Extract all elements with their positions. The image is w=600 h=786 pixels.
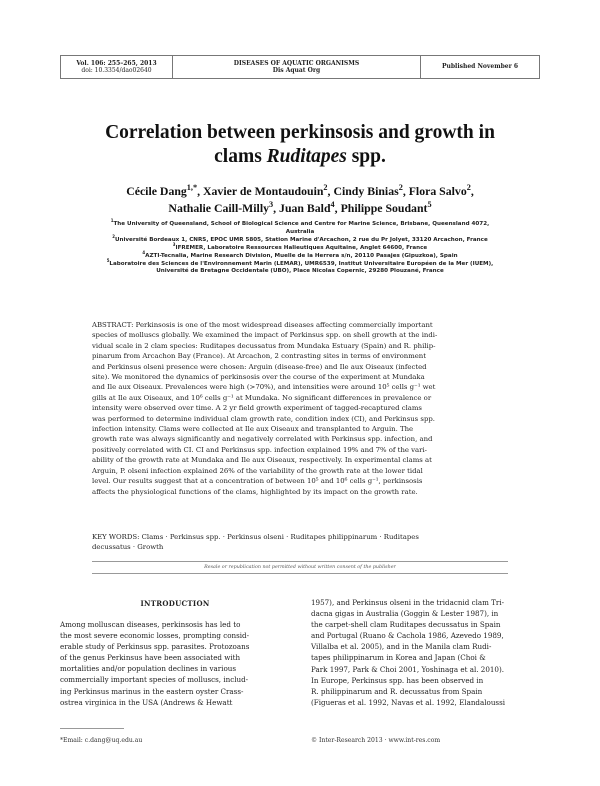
copyright: © Inter-Research 2013 · www.int-res.com (311, 737, 441, 744)
introduction-heading: INTRODUCTION (140, 599, 210, 608)
author-name: Nathalie Caill-Milly (168, 201, 270, 215)
body-text-line: In Europe, Perkinsus spp. has been observed in (311, 675, 484, 685)
author-affil-marker: 4 (330, 200, 335, 210)
abstract-line: Arguin, P. olseni infection explained 26% of the variability of the growth rate at the lower tidal (92, 466, 423, 475)
affiliation-line (60, 268, 540, 276)
published-box (420, 55, 540, 79)
body-text-line: commercially important species of molluscs, includ- (60, 675, 249, 685)
author-separator: , (273, 201, 280, 215)
abstract-line: level. Our results suggest that at a concentration of between 10⁵ and 10⁶ cells g⁻¹, perkinsosis (92, 477, 423, 486)
body-text-line: dacna gigas in Australia (Goggin & Lester 1987), in (311, 609, 499, 619)
abstract-line: ability of the growth rate at Mundaka and Ile aux Oiseaux, respectively. In experimental clams at (92, 456, 432, 465)
author-line-1 (60, 183, 540, 200)
author-list (60, 183, 540, 217)
author-name: Philippe Soudant (340, 201, 428, 215)
published-date: Published November 6 (441, 63, 519, 71)
author-separator: , (402, 184, 409, 198)
citation-doi: doi: 10.3354/dao02640 (81, 67, 152, 74)
rule-bottom (92, 573, 508, 574)
abstract-line: intensity were observed over time. A 2 yr field growth experiment of tagged-recaptured clams (92, 404, 422, 413)
abstract-line: gills at Ile aux Oiseaux, and 10⁶ cells g⁻¹ at Mundaka. No significant differences in prevalence or (92, 393, 432, 402)
republication-notice: Resale or republication not permitted without written consent of the publisher (204, 565, 396, 570)
author-name: Xavier de Montaudouin (203, 184, 324, 198)
abstract-line: and Perkinsus olseni presence were chosen: Arguin (disease-free) and Ile aux Oiseaux (infected (92, 362, 427, 371)
body-text-line: the carpet-shell clam Ruditapes decussatus in Spain (311, 620, 501, 630)
author-separator: , (327, 184, 334, 198)
body-text-line: of the genus Perkinsus have been associated with (60, 653, 241, 663)
body-text-line: and Portugal (Ruano & Cachola 1986, Azevedo 1989, (311, 631, 504, 641)
abstract-line: was performed to determine individual clam growth rate, condition index (CI), and Perkinsus spp. (92, 414, 435, 423)
body-text-line: erable study of Perkinsus spp. parasites. Protozoans (60, 642, 250, 652)
affiliation-line (60, 249, 540, 261)
article-title (60, 121, 540, 169)
body-text-line: ing Perkinsus marinus in the eastern oyster Crass- (60, 686, 244, 696)
abstract-line: affects the physiological functions of the clams, highlighted by its impact on the growth rate. (92, 487, 418, 496)
body-text-line: tapes philippinarum in Korea and Japan (Choi & (311, 653, 486, 663)
author-affil-marker: 3 (269, 200, 274, 210)
body-text-line: Park 1997, Park & Choi 2001, Yoshinaga et al. 2010). (311, 664, 505, 674)
affiliation-marker: 3 (172, 241, 176, 247)
author-affil-marker: 2 (323, 183, 328, 193)
title-line-1: Correlation between perkinsosis and growth in (105, 122, 495, 143)
author-name: Flora Salvo (408, 184, 467, 198)
affiliation-marker: 4 (142, 249, 146, 255)
title-italic-genus: Ruditapes (266, 146, 347, 167)
body-text-line: Among molluscan diseases, perkinsosis has led to (60, 620, 241, 629)
body-text-line: R. philippinarum and R. decussatus from Spain (311, 686, 483, 696)
abstract-line: growth rate was always significantly and negatively correlated with Perkinsus spp. infection, and (92, 435, 433, 444)
affiliation-text: Université de Bretagne Occidentale (UBO), Place Nicolas Copernic, 29280 Plouzané, France (156, 268, 444, 275)
body-text-line: Villalba et al. 2005), and in the Manila clam Rudi- (311, 642, 492, 652)
abstract-line: vidual scale in 2 clam species: Ruditapes decussatus from Mundaka Estuary (Spain) and R. philip- (92, 341, 436, 350)
affiliation-line (60, 233, 540, 245)
keywords (92, 532, 508, 553)
journal-box (172, 55, 421, 79)
author-separator: , (197, 184, 204, 198)
body-text-line: (Figueras et al. 1992, Navas et al. 1992, Elandaloussi (311, 697, 506, 707)
affiliation-text: The University of Queensland, School of Biological Science and Centre for Marine Science, Brisbane, Queensland 4072, (113, 221, 490, 227)
abstract (92, 320, 508, 497)
affiliation-line (60, 241, 540, 253)
body-text-line: 1957), and Perkinsus olseni in the tridacnid clam Tri- (311, 598, 505, 607)
author-name: Cécile Dang (126, 184, 187, 198)
author-separator: , (334, 201, 341, 215)
title-text: clams (214, 146, 267, 167)
affiliation-text: AZTI-Tecnalia, Marine Research Division, Muelle de la Herrera s/n, 20110 Pasajes (Gipuzkoa), Spain (145, 252, 458, 259)
author-affil-marker: 5 (427, 200, 432, 210)
affiliation-text: Laboratoire des Sciences de l'Environnement Marin (LEMAR), UMR6539, Institut Universitaire Européen de la Mer (IUEM), (109, 260, 494, 267)
title-line-2 (60, 145, 540, 169)
author-name: Cindy Binias (333, 184, 399, 198)
author-line-2 (60, 200, 540, 217)
rule-top (92, 561, 508, 562)
author-separator: , (470, 184, 474, 198)
affiliation-text: Université Bordeaux 1, CNRS, EPOC UMR 5805, Station Marine d'Arcachon, 2 rue du Pr Jolyet, 33120 Arcachon, France (114, 236, 488, 243)
title-text-end: spp. (346, 146, 386, 167)
affiliation-line (60, 229, 540, 237)
citation-box (60, 55, 173, 79)
right-column (311, 597, 543, 708)
affiliation-line (60, 218, 540, 229)
footnote-rule (60, 728, 124, 729)
affiliation-text: IFREMER, Laboratoire Ressources Halieutiques Aquitaine, Anglet 64600, France (175, 244, 428, 251)
abstract-line: pinarum from Arcachon Bay (France). At Arcachon, 2 contrasting sites in terms of environment (92, 352, 427, 361)
keywords-line: decussatus · Growth (92, 543, 164, 552)
corresponding-email: *Email: c.dang@uq.edu.au (60, 737, 143, 744)
abstract-line: site). We monitored the dynamics of perkinsosis over the course of the experiment at Mundaka (92, 373, 425, 382)
author-affil-marker: 2 (398, 183, 403, 193)
journal-abbrev: Dis Aquat Org (272, 67, 321, 74)
abstract-line: infection intensity. Clams were collected at Ile aux Oiseaux and transplanted to Arguin. The (92, 425, 414, 434)
left-column (60, 619, 292, 708)
abstract-line: and Ile aux Oiseaux. Prevalences were high (>70%), and intensities were around 10⁵ cells g⁻¹ wet (92, 383, 436, 392)
abstract-line: ABSTRACT: Perkinsosis is one of the most widespread diseases affecting commercially important (92, 321, 433, 329)
body-text-line: mortalities and/or population declines in various (60, 664, 237, 674)
affiliation-marker: 2 (112, 233, 115, 239)
citation-volume: Vol. 106: 255–265, 2013 (76, 59, 157, 67)
body-text-line: the most severe economic losses, prompting consid- (60, 631, 250, 641)
affiliation-marker: 5 (106, 257, 110, 263)
author-affil-marker: 2 (466, 183, 471, 193)
abstract-line: positively correlated with CI. CI and Perkinsus spp. infection explained 19% and 7% of the vari- (92, 445, 427, 454)
affiliation-marker: 1 (110, 218, 114, 224)
journal-name: DISEASES OF AQUATIC ORGANISMS (233, 59, 360, 67)
body-text-line: ostrea virginica in the USA (Andrews & Hewatt (60, 697, 233, 707)
abstract-line: species of molluscs globally. We examined the impact of Perkinsus spp. on shell growth at the indi- (92, 331, 438, 340)
keywords-line: KEY WORDS: Clams · Perkinsus spp. · Perkinsus olseni · Ruditapes philippinarum · Ruditapes (92, 533, 419, 541)
author-affil-marker: 1,* (186, 183, 198, 193)
affiliations (60, 218, 540, 276)
affiliation-text: Australia (285, 228, 315, 235)
author-name: Juan Bald (279, 201, 331, 215)
